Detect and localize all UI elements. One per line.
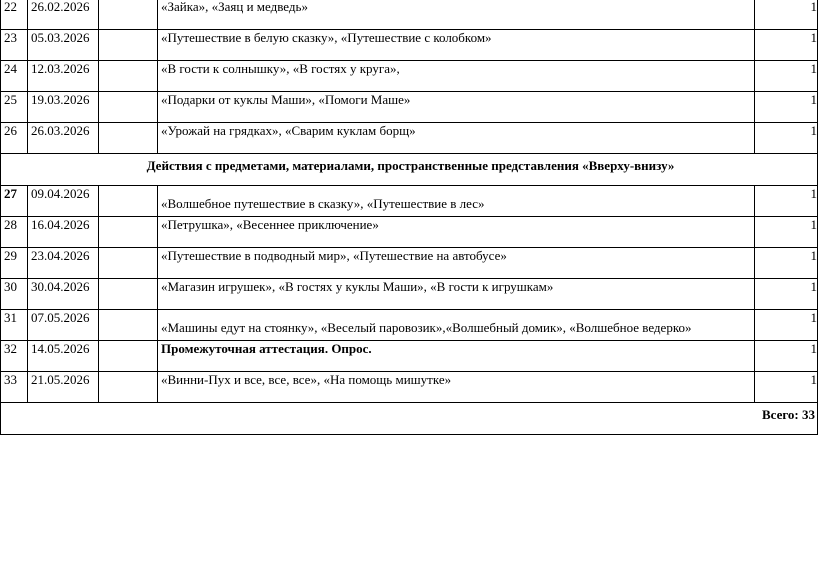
row-hours: 1 [755, 61, 818, 92]
table-row [1, 30, 818, 61]
total-row [1, 403, 818, 435]
table-row [1, 279, 818, 310]
row-hours: 1 [755, 310, 818, 341]
row-number: 30 [1, 279, 28, 310]
table-row [1, 0, 818, 30]
row-topic: «Урожай на грядках», «Сварим куклам борщ» [158, 123, 755, 154]
row-date: 12.03.2026 [28, 61, 99, 92]
row-blank-cell [99, 123, 158, 154]
section-heading-row [1, 154, 818, 186]
row-date: 07.05.2026 [28, 310, 99, 341]
row-hours: 1 [755, 0, 818, 30]
row-date: 26.03.2026 [28, 123, 99, 154]
row-hours: 1 [755, 186, 818, 217]
table-row [1, 310, 818, 341]
row-hours: 1 [755, 30, 818, 61]
row-topic: «Зайка», «Заяц и медведь» [158, 0, 755, 30]
row-number: 23 [1, 30, 28, 61]
row-topic: «Подарки от куклы Маши», «Помоги Маше» [158, 92, 755, 123]
row-date: 16.04.2026 [28, 217, 99, 248]
row-topic: «Магазин игрушек», «В гостях у куклы Маши», «В гости к игрушкам» [158, 279, 755, 310]
row-topic: «Путешествие в подводный мир», «Путешествие на автобусе» [158, 248, 755, 279]
row-date: 26.02.2026 [28, 0, 99, 30]
row-blank-cell [99, 186, 158, 217]
row-topic: «Петрушка», «Весеннее приключение» [158, 217, 755, 248]
row-date: 14.05.2026 [28, 341, 99, 372]
row-blank-cell [99, 92, 158, 123]
row-hours: 1 [755, 123, 818, 154]
table-row [1, 248, 818, 279]
row-hours: 1 [755, 279, 818, 310]
row-date: 05.03.2026 [28, 30, 99, 61]
row-number: 27 [1, 186, 28, 217]
row-blank-cell [99, 372, 158, 403]
row-hours: 1 [755, 372, 818, 403]
row-blank-cell [99, 217, 158, 248]
row-topic: «Винни-Пух и все, все, все», «На помощь мишутке» [158, 372, 755, 403]
table-row [1, 217, 818, 248]
row-topic: «В гости к солнышку», «В гостях у круга», [158, 61, 755, 92]
row-blank-cell [99, 248, 158, 279]
table-row [1, 123, 818, 154]
row-blank-cell [99, 310, 158, 341]
row-date: 30.04.2026 [28, 279, 99, 310]
row-blank-cell [99, 279, 158, 310]
table-row [1, 372, 818, 403]
table-row [1, 341, 818, 372]
row-topic: «Путешествие в белую сказку», «Путешествие с колобком» [158, 30, 755, 61]
row-hours: 1 [755, 341, 818, 372]
row-topic: «Машины едут на стоянку», «Веселый паровозик»,«Волшебный домик», «Волшебное ведерко» [158, 310, 755, 341]
row-number: 33 [1, 372, 28, 403]
row-hours: 1 [755, 92, 818, 123]
row-blank-cell [99, 30, 158, 61]
total-label: Всего: 33 [1, 403, 818, 435]
row-hours: 1 [755, 248, 818, 279]
row-date: 19.03.2026 [28, 92, 99, 123]
row-date: 21.05.2026 [28, 372, 99, 403]
table-row [1, 61, 818, 92]
table-row [1, 92, 818, 123]
row-topic: Промежуточная аттестация. Опрос. [158, 341, 755, 372]
row-number: 25 [1, 92, 28, 123]
section-title: Действия с предметами, материалами, пространственные представления «Вверху-внизу» [1, 154, 818, 186]
table-row [1, 186, 818, 217]
row-number: 22 [1, 0, 28, 30]
row-blank-cell [99, 0, 158, 30]
row-number: 26 [1, 123, 28, 154]
row-number: 32 [1, 341, 28, 372]
row-number: 31 [1, 310, 28, 341]
row-topic: «Волшебное путешествие в сказку», «Путешествие в лес» [158, 186, 755, 217]
row-number: 28 [1, 217, 28, 248]
row-blank-cell [99, 61, 158, 92]
row-number: 24 [1, 61, 28, 92]
row-blank-cell [99, 341, 158, 372]
row-number: 29 [1, 248, 28, 279]
row-date: 23.04.2026 [28, 248, 99, 279]
row-hours: 1 [755, 217, 818, 248]
row-date: 09.04.2026 [28, 186, 99, 217]
